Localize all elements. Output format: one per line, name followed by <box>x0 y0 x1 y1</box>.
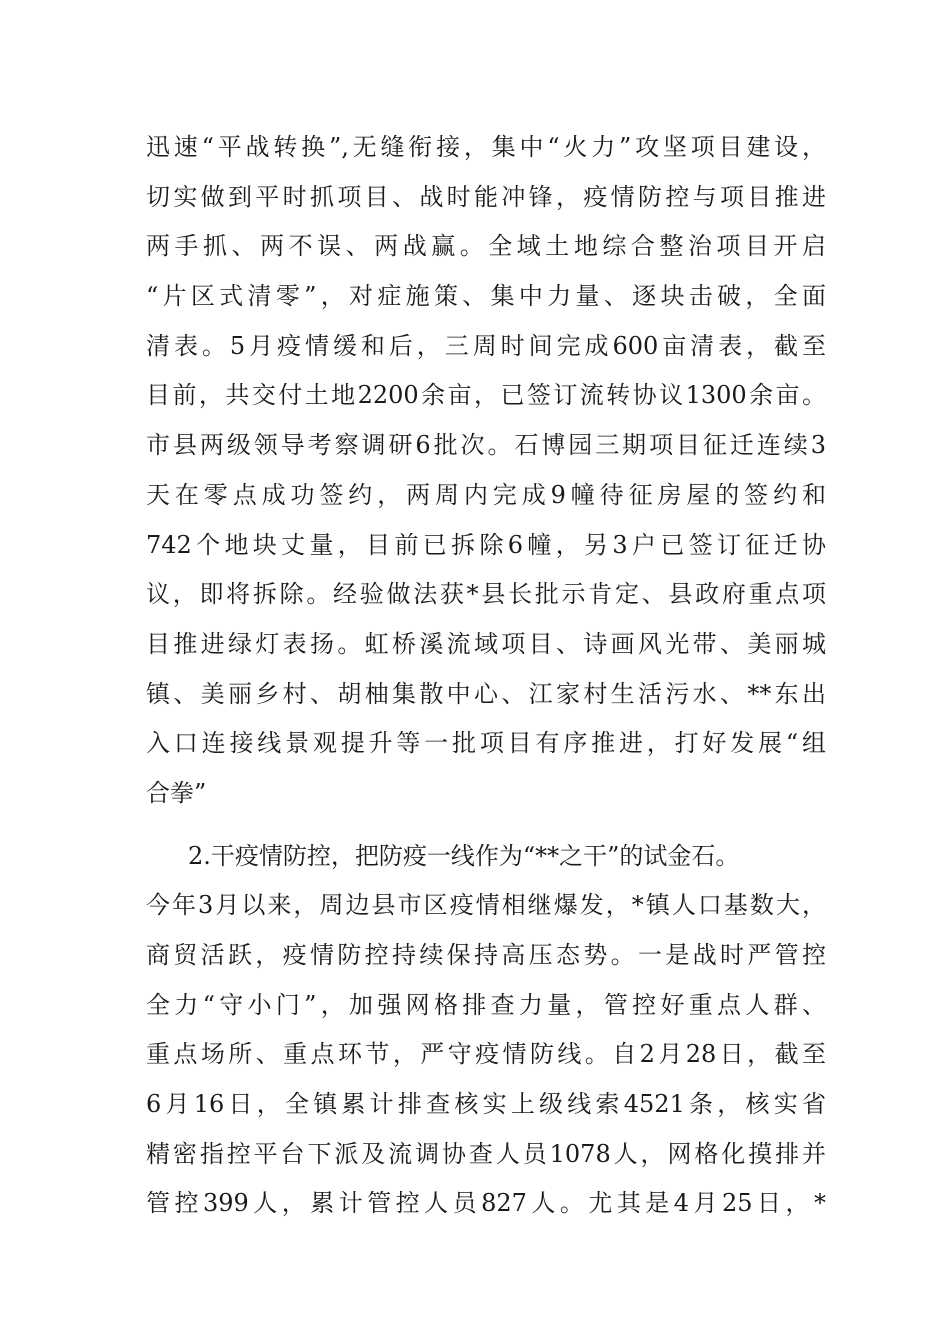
text-line: 迅速“平战转换”,无缝衔接，集中“火力”攻坚项目建设， <box>146 133 826 161</box>
text-line: 议，即将拆除。经验做法获*县长批示肯定、县政府重点项 <box>146 580 826 609</box>
text-line: 镇、美丽乡村、胡柚集散中心、江家村生活污水、**东出 <box>146 679 826 708</box>
text-line: 清表。5月疫情缓和后，三周时间完成600亩清表，截至 <box>146 331 826 360</box>
text-line: 市县两级领导考察调研6批次。石博园三期项目征迁连续3 <box>146 431 826 460</box>
paragraph-epidemic-control <box>146 832 826 1230</box>
text-line: 今年3月以来，周边县市区疫情相继爆发，*镇人口基数大， <box>146 891 826 920</box>
text-line: 切实做到平时抓项目、战时能冲锋，疫情防控与项目推进 <box>146 182 826 211</box>
text-line: 742个地块丈量，目前已拆除6幢，另3户已签订征迁协 <box>146 530 826 559</box>
text-line: 精密指控平台下派及流调协查人员1078人，网格化摸排并 <box>146 1139 826 1168</box>
section-heading-line: 2.干疫情防控，把防疫一线作为“**之干”的试金石。 <box>188 841 740 870</box>
text-line: 天在零点成功签约，两周内完成9幢待征房屋的签约和 <box>146 480 826 509</box>
text-line: 6月16日，全镇累计排查核实上级线索4521条，核实省 <box>146 1090 826 1119</box>
text-line: 合拳” <box>146 778 207 807</box>
document-body <box>146 123 826 1229</box>
text-line: 管控399人，累计管控人员827人。尤其是4月25日，* <box>146 1189 826 1218</box>
text-line: 重点场所、重点环节，严守疫情防线。自2月28日，截至 <box>146 1040 826 1069</box>
text-line: 入口连接线景观提升等一批项目有序推进，打好发展“组 <box>146 729 826 758</box>
text-line: “片区式清零”，对症施策、集中力量、逐块击破，全面 <box>146 282 826 311</box>
text-line: 目前，共交付土地2200余亩，已签订流转协议1300余亩。 <box>146 381 826 410</box>
text-line: 全力“守小门”，加强网格排查力量，管控好重点人群、 <box>146 990 826 1019</box>
text-line: 商贸活跃，疫情防控持续保持高压态势。一是战时严管控 <box>146 941 826 969</box>
paragraph-project-construction <box>146 123 826 819</box>
text-line: 两手抓、两不误、两战赢。全域土地综合整治项目开启 <box>146 232 826 261</box>
text-line: 目推进绿灯表扬。虹桥溪流域项目、诗画风光带、美丽城 <box>146 629 826 658</box>
paragraph-spacer <box>146 819 826 832</box>
